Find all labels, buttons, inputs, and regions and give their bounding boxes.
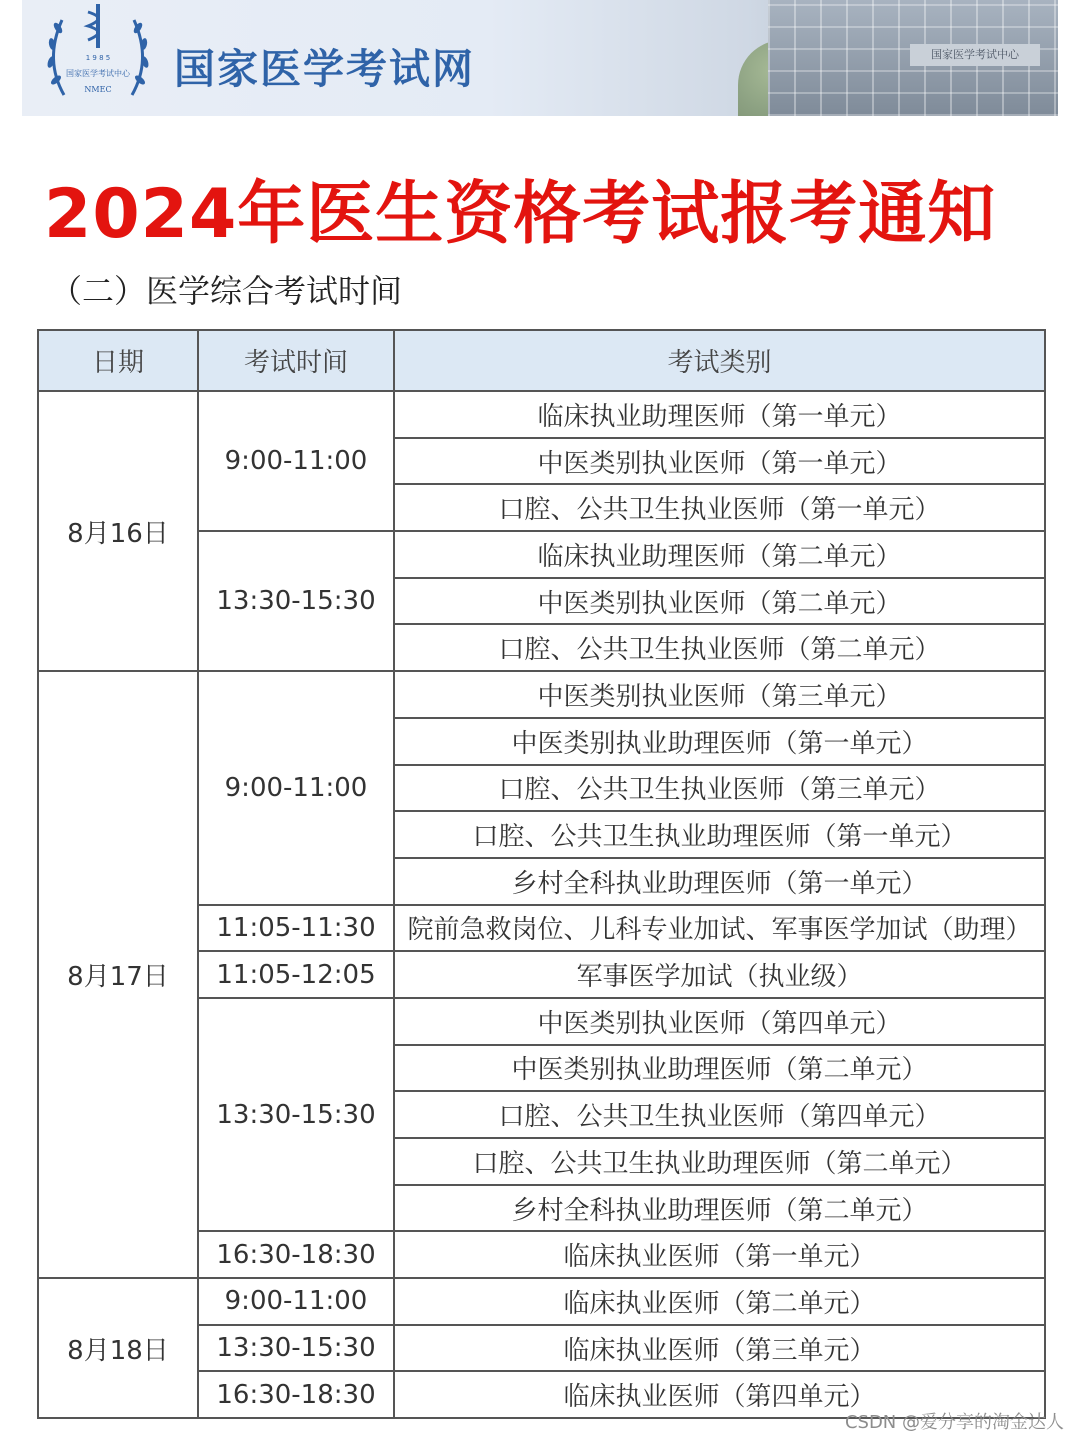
time-cell: 9:00-11:00 (198, 1278, 394, 1325)
banner-building-image (768, 0, 1058, 116)
exam-cell: 乡村全科执业助理医师（第一单元） (394, 858, 1045, 905)
header-date: 日期 (38, 330, 198, 391)
page-title: 2024年医生资格考试报考通知 (44, 175, 997, 254)
exam-schedule-table (37, 329, 1046, 1419)
exam-cell: 临床执业助理医师（第二单元） (394, 531, 1045, 578)
exam-cell: 口腔、公共卫生执业医师（第一单元） (394, 484, 1045, 531)
time-cell: 13:30-15:30 (198, 1325, 394, 1372)
exam-cell: 临床执业医师（第三单元） (394, 1325, 1045, 1372)
exam-cell: 临床执业医师（第四单元） (394, 1371, 1045, 1418)
table-row (38, 391, 1045, 438)
time-cell: 16:30-18:30 (198, 1371, 394, 1418)
exam-cell: 中医类别执业助理医师（第二单元） (394, 1045, 1045, 1092)
exam-cell: 口腔、公共卫生执业医师（第四单元） (394, 1091, 1045, 1138)
nmec-logo-icon (36, 0, 160, 110)
site-name: 国家医学考试网 (174, 45, 475, 93)
exam-cell: 中医类别执业医师（第一单元） (394, 438, 1045, 485)
table-row (38, 1278, 1045, 1325)
section-heading: （二）医学综合考试时间 (50, 272, 403, 310)
logo-year: 1 9 8 5 (85, 54, 111, 62)
time-cell: 13:30-15:30 (198, 531, 394, 671)
time-cell: 16:30-18:30 (198, 1231, 394, 1278)
time-cell: 9:00-11:00 (198, 391, 394, 531)
site-banner (22, 0, 1058, 116)
exam-cell: 乡村全科执业助理医师（第二单元） (394, 1185, 1045, 1232)
exam-cell: 口腔、公共卫生执业助理医师（第二单元） (394, 1138, 1045, 1185)
exam-cell: 中医类别执业医师（第二单元） (394, 578, 1045, 625)
date-cell: 8月16日 (38, 391, 198, 671)
exam-cell: 口腔、公共卫生执业医师（第二单元） (394, 624, 1045, 671)
date-cell: 8月17日 (38, 671, 198, 1278)
exam-cell: 中医类别执业医师（第三单元） (394, 671, 1045, 718)
exam-cell: 院前急救岗位、儿科专业加试、军事医学加试（助理） (394, 905, 1045, 952)
table-header-row (38, 330, 1045, 391)
exam-cell: 中医类别执业助理医师（第一单元） (394, 718, 1045, 765)
exam-cell: 军事医学加试（执业级） (394, 951, 1045, 998)
exam-cell: 口腔、公共卫生执业医师（第三单元） (394, 765, 1045, 812)
exam-cell: 中医类别执业医师（第四单元） (394, 998, 1045, 1045)
time-cell: 11:05-12:05 (198, 951, 394, 998)
table-row (38, 671, 1045, 718)
csdn-watermark: CSDN @爱分享的淘金达人 (844, 1412, 1064, 1433)
building-sign: 国家医学考试中心 (910, 44, 1040, 66)
exam-cell: 口腔、公共卫生执业助理医师（第一单元） (394, 811, 1045, 858)
logo-abbr: NMEC (84, 85, 112, 94)
exam-cell: 临床执业医师（第二单元） (394, 1278, 1045, 1325)
time-cell: 9:00-11:00 (198, 671, 394, 904)
time-cell: 11:05-11:30 (198, 905, 394, 952)
time-cell: 13:30-15:30 (198, 998, 394, 1231)
header-category: 考试类别 (394, 330, 1045, 391)
header-time: 考试时间 (198, 330, 394, 391)
date-cell: 8月18日 (38, 1278, 198, 1418)
exam-cell: 临床执业助理医师（第一单元） (394, 391, 1045, 438)
logo-ring-text: 国家医学考试中心 (66, 69, 130, 78)
exam-cell: 临床执业医师（第一单元） (394, 1231, 1045, 1278)
